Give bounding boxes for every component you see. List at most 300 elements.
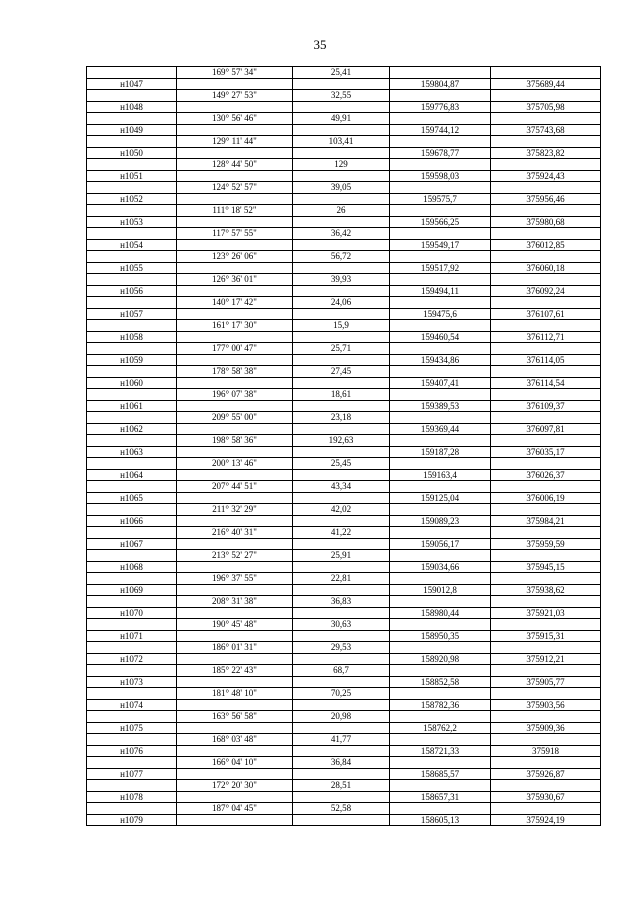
angle-cell: 200° 13' 46" — [177, 458, 293, 470]
table-row — [87, 642, 601, 654]
distance-cell — [293, 607, 390, 619]
point-cell — [87, 343, 177, 355]
point-cell — [87, 504, 177, 516]
y-cell — [491, 113, 601, 125]
distance-cell — [293, 285, 390, 297]
point-cell: н1076 — [87, 745, 177, 757]
angle-cell: 111° 18' 52" — [177, 205, 293, 217]
point-cell: н1063 — [87, 446, 177, 458]
y-cell: 376112,71 — [491, 331, 601, 343]
point-cell — [87, 734, 177, 746]
x-cell: 159389,53 — [390, 400, 491, 412]
angle-cell — [177, 331, 293, 343]
angle-cell: 211° 32' 29" — [177, 504, 293, 516]
table-row — [87, 366, 601, 378]
x-cell — [390, 228, 491, 240]
x-cell: 158950,35 — [390, 630, 491, 642]
distance-cell — [293, 469, 390, 481]
angle-cell — [177, 377, 293, 389]
point-cell — [87, 757, 177, 769]
point-cell — [87, 527, 177, 539]
x-cell — [390, 205, 491, 217]
angle-cell — [177, 630, 293, 642]
distance-cell: 26 — [293, 205, 390, 217]
y-cell — [491, 481, 601, 493]
x-cell: 159744,12 — [390, 124, 491, 136]
angle-cell — [177, 584, 293, 596]
angle-cell: 196° 07' 38" — [177, 389, 293, 401]
x-cell: 159475,6 — [390, 308, 491, 320]
x-cell — [390, 90, 491, 102]
table-row — [87, 573, 601, 585]
y-cell: 375924,43 — [491, 170, 601, 182]
angle-cell — [177, 676, 293, 688]
table-row — [87, 297, 601, 309]
point-cell: н1047 — [87, 78, 177, 90]
angle-cell: 169° 57' 34" — [177, 67, 293, 79]
x-cell — [390, 481, 491, 493]
table-row — [87, 274, 601, 286]
table-row — [87, 745, 601, 757]
table-row — [87, 527, 601, 539]
point-cell — [87, 274, 177, 286]
point-cell: н1053 — [87, 216, 177, 228]
table-row — [87, 136, 601, 148]
angle-cell: 207° 44' 51" — [177, 481, 293, 493]
x-cell — [390, 734, 491, 746]
point-cell: н1058 — [87, 331, 177, 343]
table-row — [87, 262, 601, 274]
x-cell — [390, 182, 491, 194]
x-cell — [390, 67, 491, 79]
y-cell: 375945,15 — [491, 561, 601, 573]
point-cell — [87, 642, 177, 654]
point-cell: н1051 — [87, 170, 177, 182]
table-row — [87, 124, 601, 136]
angle-cell — [177, 492, 293, 504]
distance-cell — [293, 354, 390, 366]
point-cell: н1075 — [87, 722, 177, 734]
page-number: 35 — [313, 37, 327, 52]
point-cell: н1055 — [87, 262, 177, 274]
angle-cell — [177, 101, 293, 113]
point-cell — [87, 320, 177, 332]
table-row — [87, 515, 601, 527]
table-row — [87, 308, 601, 320]
distance-cell — [293, 377, 390, 389]
x-cell: 158852,58 — [390, 676, 491, 688]
distance-cell — [293, 262, 390, 274]
y-cell: 375743,68 — [491, 124, 601, 136]
x-cell: 159407,41 — [390, 377, 491, 389]
y-cell — [491, 274, 601, 286]
x-cell: 159012,8 — [390, 584, 491, 596]
point-cell: н1048 — [87, 101, 177, 113]
y-cell: 375909,36 — [491, 722, 601, 734]
distance-cell — [293, 101, 390, 113]
table-row — [87, 239, 601, 251]
point-cell — [87, 550, 177, 562]
x-cell: 158762,2 — [390, 722, 491, 734]
point-cell: н1064 — [87, 469, 177, 481]
angle-cell — [177, 768, 293, 780]
table-row — [87, 446, 601, 458]
x-cell: 158605,13 — [390, 814, 491, 826]
angle-cell — [177, 354, 293, 366]
x-cell: 159369,44 — [390, 423, 491, 435]
angle-cell: 196° 37' 55" — [177, 573, 293, 585]
y-cell — [491, 389, 601, 401]
y-cell — [491, 412, 601, 424]
point-cell: н1050 — [87, 147, 177, 159]
table-row — [87, 170, 601, 182]
table-row — [87, 596, 601, 608]
point-cell — [87, 67, 177, 79]
x-cell — [390, 113, 491, 125]
angle-cell — [177, 147, 293, 159]
angle-cell: 198° 58' 36" — [177, 435, 293, 447]
y-cell — [491, 90, 601, 102]
y-cell: 375705,98 — [491, 101, 601, 113]
x-cell — [390, 504, 491, 516]
point-cell — [87, 780, 177, 792]
angle-cell — [177, 446, 293, 458]
x-cell: 158920,98 — [390, 653, 491, 665]
table-row — [87, 607, 601, 619]
angle-cell — [177, 814, 293, 826]
distance-cell: 36,42 — [293, 228, 390, 240]
table-row — [87, 458, 601, 470]
x-cell — [390, 458, 491, 470]
x-cell — [390, 573, 491, 585]
point-cell — [87, 182, 177, 194]
y-cell: 375959,59 — [491, 538, 601, 550]
angle-cell — [177, 699, 293, 711]
distance-cell — [293, 400, 390, 412]
coordinates-table-body — [87, 67, 601, 826]
distance-cell — [293, 147, 390, 159]
point-cell — [87, 228, 177, 240]
distance-cell — [293, 170, 390, 182]
table-row — [87, 67, 601, 79]
x-cell: 159089,23 — [390, 515, 491, 527]
table-row — [87, 676, 601, 688]
distance-cell — [293, 653, 390, 665]
angle-cell: 168° 03' 48" — [177, 734, 293, 746]
y-cell: 375921,03 — [491, 607, 601, 619]
distance-cell — [293, 78, 390, 90]
y-cell: 376114,54 — [491, 377, 601, 389]
table-row — [87, 354, 601, 366]
angle-cell — [177, 791, 293, 803]
x-cell: 159494,11 — [390, 285, 491, 297]
angle-cell — [177, 400, 293, 412]
x-cell — [390, 527, 491, 539]
distance-cell — [293, 423, 390, 435]
point-cell — [87, 481, 177, 493]
angle-cell: 124° 52' 57" — [177, 182, 293, 194]
table-row — [87, 711, 601, 723]
point-cell: н1059 — [87, 354, 177, 366]
table-row — [87, 193, 601, 205]
y-cell — [491, 251, 601, 263]
y-cell — [491, 665, 601, 677]
x-cell: 159163,4 — [390, 469, 491, 481]
y-cell — [491, 573, 601, 585]
y-cell — [491, 228, 601, 240]
point-cell — [87, 136, 177, 148]
table-row — [87, 538, 601, 550]
distance-cell: 25,71 — [293, 343, 390, 355]
distance-cell: 39,05 — [293, 182, 390, 194]
x-cell — [390, 343, 491, 355]
x-cell — [390, 136, 491, 148]
x-cell: 159549,17 — [390, 239, 491, 251]
table-row — [87, 469, 601, 481]
x-cell — [390, 665, 491, 677]
distance-cell — [293, 630, 390, 642]
angle-cell: 213° 52' 27" — [177, 550, 293, 562]
y-cell: 375984,21 — [491, 515, 601, 527]
distance-cell — [293, 193, 390, 205]
x-cell: 159598,03 — [390, 170, 491, 182]
table-row — [87, 423, 601, 435]
x-cell: 159517,92 — [390, 262, 491, 274]
y-cell: 375905,77 — [491, 676, 601, 688]
table-row — [87, 768, 601, 780]
point-cell: н1078 — [87, 791, 177, 803]
table-row — [87, 688, 601, 700]
distance-cell: 36,84 — [293, 757, 390, 769]
angle-cell: 166° 04' 10" — [177, 757, 293, 769]
angle-cell: 149° 27' 53" — [177, 90, 293, 102]
angle-cell — [177, 653, 293, 665]
x-cell — [390, 412, 491, 424]
y-cell — [491, 780, 601, 792]
table-row — [87, 343, 601, 355]
table-row — [87, 734, 601, 746]
point-cell — [87, 573, 177, 585]
distance-cell — [293, 239, 390, 251]
table-row — [87, 412, 601, 424]
point-cell: н1074 — [87, 699, 177, 711]
angle-cell: 187° 04' 45" — [177, 803, 293, 815]
y-cell — [491, 688, 601, 700]
point-cell — [87, 297, 177, 309]
distance-cell: 41,22 — [293, 527, 390, 539]
point-cell — [87, 596, 177, 608]
point-cell: н1052 — [87, 193, 177, 205]
y-cell: 375938,62 — [491, 584, 601, 596]
point-cell — [87, 113, 177, 125]
angle-cell: 129° 11' 44" — [177, 136, 293, 148]
y-cell — [491, 803, 601, 815]
y-cell: 376006,19 — [491, 492, 601, 504]
x-cell — [390, 274, 491, 286]
distance-cell — [293, 722, 390, 734]
y-cell: 375926,87 — [491, 768, 601, 780]
y-cell: 376026,37 — [491, 469, 601, 481]
y-cell: 376109,37 — [491, 400, 601, 412]
distance-cell — [293, 308, 390, 320]
distance-cell: 29,53 — [293, 642, 390, 654]
x-cell: 159678,77 — [390, 147, 491, 159]
table-row — [87, 90, 601, 102]
angle-cell: 128° 44' 50" — [177, 159, 293, 171]
coordinates-table — [86, 66, 601, 826]
point-cell: н1066 — [87, 515, 177, 527]
x-cell — [390, 596, 491, 608]
table-row — [87, 630, 601, 642]
point-cell — [87, 458, 177, 470]
distance-cell: 39,93 — [293, 274, 390, 286]
distance-cell: 103,41 — [293, 136, 390, 148]
x-cell: 159566,25 — [390, 216, 491, 228]
point-cell — [87, 251, 177, 263]
y-cell: 376060,18 — [491, 262, 601, 274]
x-cell: 159034,66 — [390, 561, 491, 573]
point-cell — [87, 159, 177, 171]
angle-cell: 178° 58' 38" — [177, 366, 293, 378]
y-cell — [491, 182, 601, 194]
y-cell — [491, 504, 601, 516]
y-cell — [491, 527, 601, 539]
point-cell — [87, 688, 177, 700]
y-cell: 375903,56 — [491, 699, 601, 711]
distance-cell: 192,63 — [293, 435, 390, 447]
distance-cell: 27,45 — [293, 366, 390, 378]
x-cell: 159460,54 — [390, 331, 491, 343]
point-cell: н1060 — [87, 377, 177, 389]
point-cell: н1057 — [87, 308, 177, 320]
table-row — [87, 228, 601, 240]
angle-cell: 216° 40' 31" — [177, 527, 293, 539]
y-cell: 376012,85 — [491, 239, 601, 251]
point-cell: н1073 — [87, 676, 177, 688]
distance-cell: 22,81 — [293, 573, 390, 585]
distance-cell — [293, 584, 390, 596]
point-cell — [87, 711, 177, 723]
x-cell — [390, 757, 491, 769]
x-cell — [390, 711, 491, 723]
angle-cell — [177, 423, 293, 435]
x-cell — [390, 435, 491, 447]
x-cell — [390, 251, 491, 263]
angle-cell — [177, 469, 293, 481]
table-row — [87, 101, 601, 113]
distance-cell: 18,61 — [293, 389, 390, 401]
table-row — [87, 389, 601, 401]
table-row — [87, 147, 601, 159]
y-cell: 375912,21 — [491, 653, 601, 665]
y-cell: 375689,44 — [491, 78, 601, 90]
angle-cell: 161° 17' 30" — [177, 320, 293, 332]
x-cell — [390, 389, 491, 401]
angle-cell — [177, 285, 293, 297]
table-row — [87, 481, 601, 493]
x-cell — [390, 688, 491, 700]
angle-cell: 185° 22' 43" — [177, 665, 293, 677]
y-cell — [491, 757, 601, 769]
table-row — [87, 285, 601, 297]
distance-cell: 129 — [293, 159, 390, 171]
distance-cell — [293, 699, 390, 711]
angle-cell — [177, 308, 293, 320]
x-cell — [390, 297, 491, 309]
y-cell — [491, 343, 601, 355]
angle-cell — [177, 561, 293, 573]
table-row — [87, 665, 601, 677]
x-cell: 159187,28 — [390, 446, 491, 458]
point-cell: н1062 — [87, 423, 177, 435]
table-row — [87, 780, 601, 792]
angle-cell: 130° 56' 46" — [177, 113, 293, 125]
table-row — [87, 550, 601, 562]
x-cell: 158685,57 — [390, 768, 491, 780]
point-cell — [87, 803, 177, 815]
table-row — [87, 113, 601, 125]
x-cell: 158782,36 — [390, 699, 491, 711]
point-cell: н1079 — [87, 814, 177, 826]
angle-cell: 126° 36' 01" — [177, 274, 293, 286]
x-cell — [390, 619, 491, 631]
y-cell: 375915,31 — [491, 630, 601, 642]
table-row — [87, 331, 601, 343]
angle-cell: 123° 26' 06" — [177, 251, 293, 263]
x-cell: 159434,86 — [390, 354, 491, 366]
point-cell: н1054 — [87, 239, 177, 251]
x-cell: 159804,87 — [390, 78, 491, 90]
point-cell: н1071 — [87, 630, 177, 642]
y-cell: 376114,05 — [491, 354, 601, 366]
angle-cell: 186° 01' 31" — [177, 642, 293, 654]
point-cell — [87, 205, 177, 217]
table-row — [87, 722, 601, 734]
point-cell: н1077 — [87, 768, 177, 780]
angle-cell: 190° 45' 48" — [177, 619, 293, 631]
y-cell — [491, 458, 601, 470]
x-cell — [390, 780, 491, 792]
distance-cell: 15,9 — [293, 320, 390, 332]
distance-cell: 23,18 — [293, 412, 390, 424]
point-cell: н1072 — [87, 653, 177, 665]
y-cell — [491, 550, 601, 562]
angle-cell — [177, 722, 293, 734]
y-cell: 376035,17 — [491, 446, 601, 458]
table-row — [87, 791, 601, 803]
y-cell: 375980,68 — [491, 216, 601, 228]
distance-cell: 42,02 — [293, 504, 390, 516]
x-cell — [390, 159, 491, 171]
distance-cell: 25,91 — [293, 550, 390, 562]
x-cell — [390, 320, 491, 332]
table-row — [87, 377, 601, 389]
distance-cell — [293, 561, 390, 573]
distance-cell — [293, 814, 390, 826]
x-cell: 158721,33 — [390, 745, 491, 757]
y-cell — [491, 159, 601, 171]
y-cell — [491, 205, 601, 217]
distance-cell — [293, 676, 390, 688]
distance-cell — [293, 446, 390, 458]
distance-cell: 30,63 — [293, 619, 390, 631]
distance-cell — [293, 538, 390, 550]
y-cell — [491, 67, 601, 79]
y-cell — [491, 642, 601, 654]
point-cell — [87, 435, 177, 447]
distance-cell — [293, 768, 390, 780]
table-row — [87, 78, 601, 90]
